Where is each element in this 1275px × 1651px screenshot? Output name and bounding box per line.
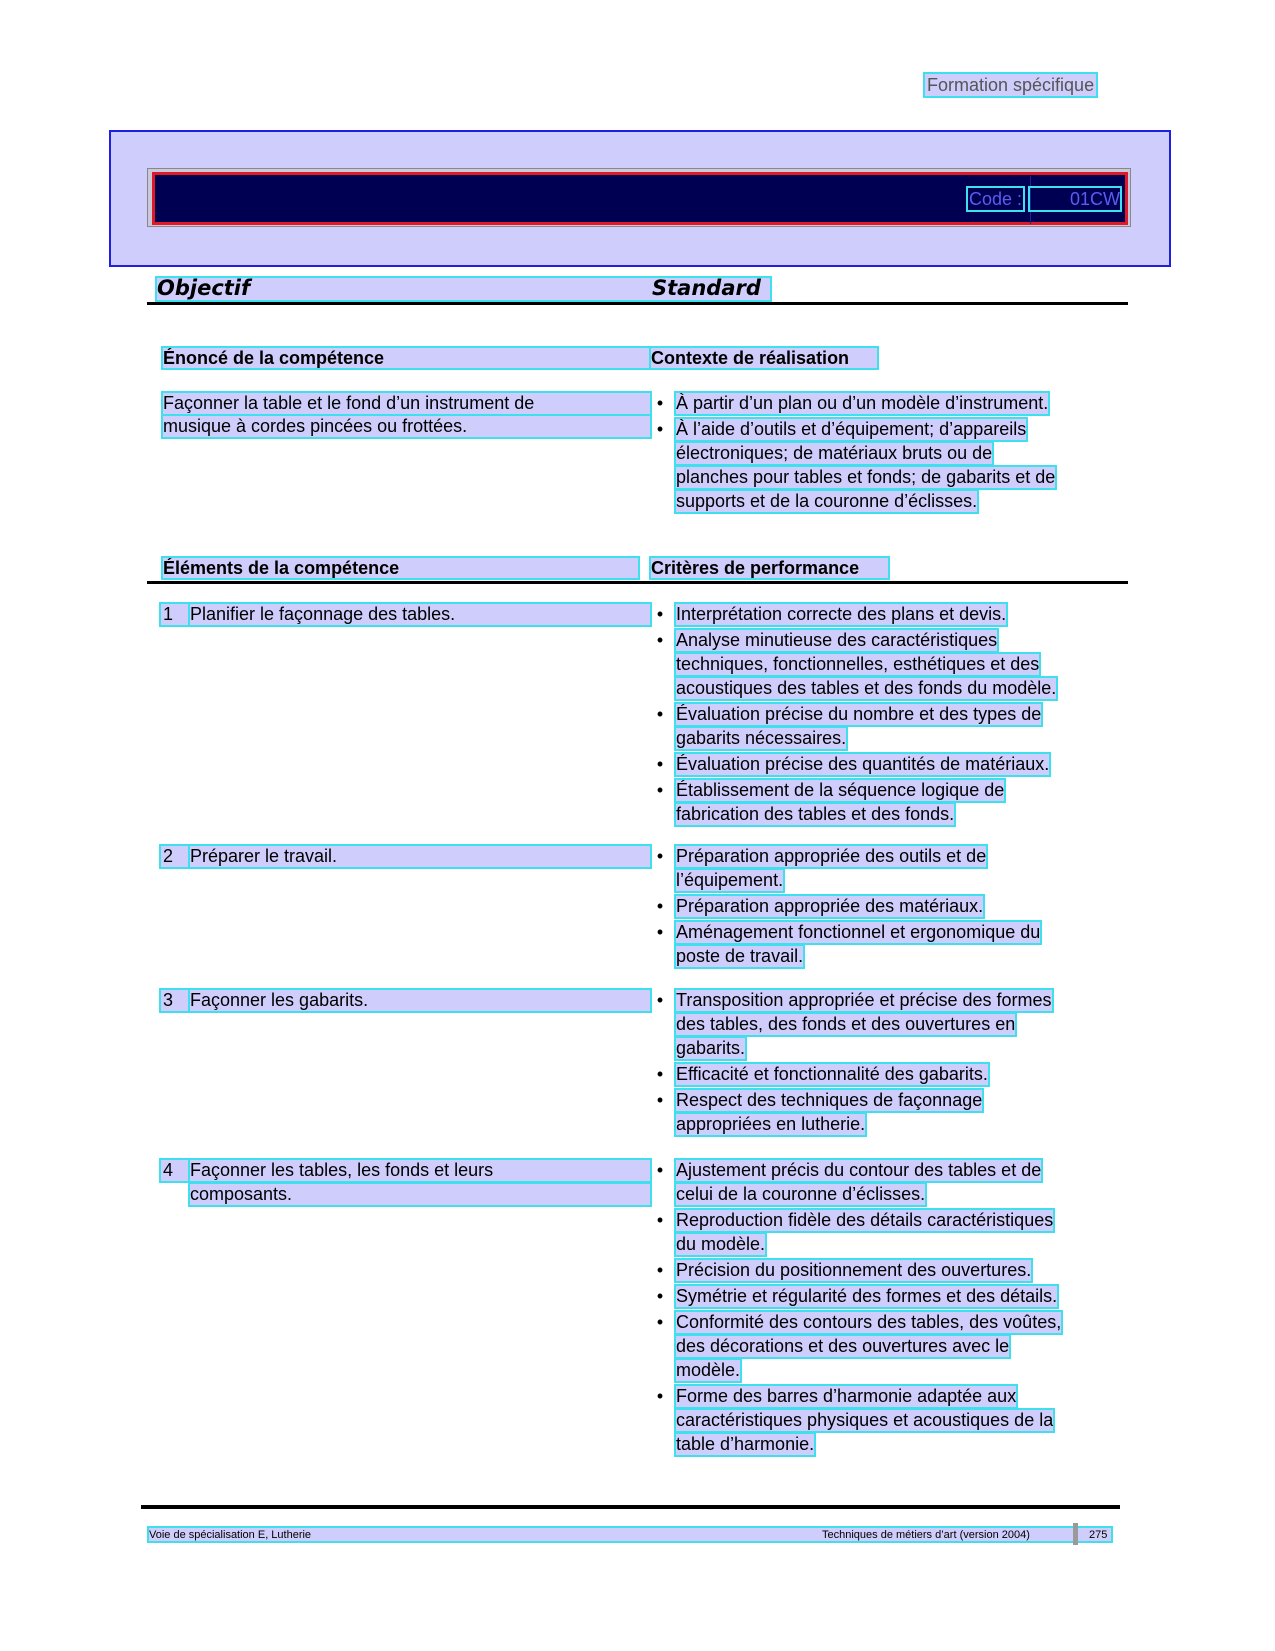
- element-number: 2: [163, 846, 174, 866]
- criterion-line: Symétrie et régularité des formes et des détails.: [676, 1286, 1058, 1306]
- code-label: Code :: [969, 189, 1023, 209]
- criterion-line: Respect des techniques de façonnage: [676, 1090, 983, 1110]
- code-value: 01CW: [1030, 188, 1120, 210]
- page-number: 275: [1089, 1529, 1108, 1541]
- criterion-line: Reproduction fidèle des détails caractéristiques: [676, 1210, 1054, 1230]
- criteria-heading: Critères de performance: [651, 558, 888, 578]
- criterion-line: Précision du positionnement des ouvertures.: [676, 1260, 1032, 1280]
- bullet-icon: •: [656, 604, 664, 624]
- bullet-icon: •: [656, 704, 664, 724]
- footer-separator: [1073, 1523, 1078, 1545]
- criterion-line: des décorations et des ouvertures avec le: [676, 1336, 1010, 1356]
- criterion-line: Conformité des contours des tables, des voûtes,: [676, 1312, 1062, 1332]
- competence-text-line: Façonner la table et le fond d’un instrument de: [163, 393, 650, 414]
- element-text-line: Planifier le façonnage des tables.: [190, 604, 650, 625]
- criterion-line: Efficacité et fonctionnalité des gabarits.: [676, 1064, 988, 1084]
- bullet-icon: •: [656, 419, 664, 439]
- footer-left-text: Voie de spécialisation E, Lutherie: [149, 1529, 312, 1541]
- element-text-line: composants.: [190, 1184, 650, 1205]
- context-item-line: À l’aide d’outils et d’équipement; d’appareils: [676, 419, 1027, 439]
- bullet-icon: •: [656, 393, 664, 413]
- bullet-icon: •: [656, 1160, 664, 1180]
- bullet-icon: •: [656, 780, 664, 800]
- bullet-icon: •: [656, 922, 664, 942]
- criterion-line: acoustiques des tables et des fonds du modèle.: [676, 678, 1057, 698]
- criterion-line: du modèle.: [676, 1234, 766, 1254]
- bullet-icon: •: [656, 1312, 664, 1332]
- criterion-line: Ajustement précis du contour des tables et de: [676, 1160, 1042, 1180]
- criterion-line: Interprétation correcte des plans et devis.: [676, 604, 1007, 624]
- bullet-icon: •: [656, 1064, 664, 1084]
- criterion-line: gabarits.: [676, 1038, 746, 1058]
- criterion-line: caractéristiques physiques et acoustiques de la: [676, 1410, 1054, 1430]
- standard-heading: Standard: [652, 276, 761, 300]
- criterion-line: Établissement de la séquence logique de: [676, 780, 1005, 800]
- element-number: 1: [163, 604, 174, 624]
- bullet-icon: •: [656, 1260, 664, 1280]
- criterion-line: Aménagement fonctionnel et ergonomique du: [676, 922, 1041, 942]
- bullet-icon: •: [656, 990, 664, 1010]
- heading-rule: [147, 302, 1128, 305]
- criterion-line: Forme des barres d’harmonie adaptée aux: [676, 1386, 1017, 1406]
- elements-heading: Éléments de la compétence: [163, 558, 638, 578]
- criterion-line: des tables, des fonds et des ouvertures en: [676, 1014, 1016, 1034]
- bullet-icon: •: [656, 1210, 664, 1230]
- bullet-icon: •: [656, 1386, 664, 1406]
- context-heading: Contexte de réalisation: [651, 348, 877, 368]
- criterion-line: modèle.: [676, 1360, 741, 1380]
- criterion-line: fabrication des tables et des fonds.: [676, 804, 955, 824]
- competence-text-line: musique à cordes pincées ou frottées.: [163, 416, 650, 437]
- criterion-line: appropriées en lutherie.: [676, 1114, 866, 1134]
- bullet-icon: •: [656, 630, 664, 650]
- context-item-line: supports et de la couronne d’éclisses.: [676, 491, 978, 511]
- section-label: Formation spécifique: [927, 75, 1095, 95]
- context-item-line: électroniques; de matériaux bruts ou de: [676, 443, 993, 463]
- context-item-line: À partir d’un plan ou d’un modèle d’instrument.: [676, 393, 1049, 413]
- criterion-line: table d’harmonie.: [676, 1434, 815, 1454]
- bullet-icon: •: [656, 896, 664, 916]
- criterion-line: l’équipement.: [676, 870, 784, 890]
- criterion-line: gabarits nécessaires.: [676, 728, 847, 748]
- competence-heading: Énoncé de la compétence: [163, 348, 650, 368]
- elements-rule: [147, 581, 1128, 584]
- bullet-icon: •: [656, 1286, 664, 1306]
- element-number: 4: [163, 1160, 174, 1180]
- objective-heading: Objectif: [157, 276, 251, 300]
- element-text-line: Préparer le travail.: [190, 846, 650, 867]
- bullet-icon: •: [656, 846, 664, 866]
- criterion-line: Préparation appropriée des matériaux.: [676, 896, 984, 916]
- element-number: 3: [163, 990, 174, 1010]
- criterion-line: celui de la couronne d’éclisses.: [676, 1184, 926, 1204]
- criterion-line: Évaluation précise des quantités de matériaux.: [676, 754, 1050, 774]
- element-text-line: Façonner les gabarits.: [190, 990, 650, 1011]
- criterion-line: Préparation appropriée des outils et de: [676, 846, 987, 866]
- criterion-line: techniques, fonctionnelles, esthétiques et des: [676, 654, 1040, 674]
- element-text-line: Façonner les tables, les fonds et leurs: [190, 1160, 650, 1181]
- footer-right-text: Techniques de métiers d’art (version 2004): [822, 1529, 1030, 1541]
- criterion-line: poste de travail.: [676, 946, 804, 966]
- criterion-line: Analyse minutieuse des caractéristiques: [676, 630, 998, 650]
- criterion-line: Transposition appropriée et précise des formes: [676, 990, 1052, 1010]
- context-item-line: planches pour tables et fonds; de gabarits et de: [676, 467, 1056, 487]
- bullet-icon: •: [656, 1090, 664, 1110]
- bullet-icon: •: [656, 754, 664, 774]
- footer-rule: [141, 1505, 1120, 1509]
- criterion-line: Évaluation précise du nombre et des types de: [676, 704, 1042, 724]
